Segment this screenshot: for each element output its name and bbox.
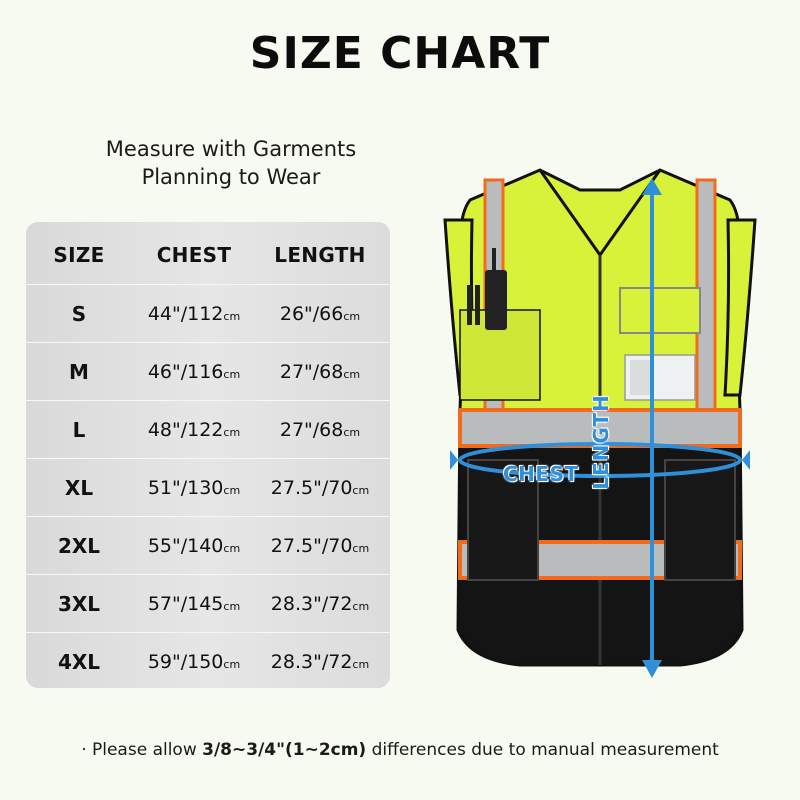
chest-value: 46"/116 xyxy=(147,360,224,383)
unit-label: cm xyxy=(352,483,370,497)
chest-cell xyxy=(132,535,256,557)
unit-label: cm xyxy=(223,541,241,555)
size-cell: XL xyxy=(64,475,94,500)
length-cell xyxy=(256,303,384,325)
chest-cell xyxy=(132,651,256,673)
vest-diagram xyxy=(430,160,770,690)
table-row xyxy=(26,574,390,632)
table-row xyxy=(26,342,390,400)
unit-label: cm xyxy=(223,367,241,381)
size-cell: L xyxy=(72,417,86,442)
note-tolerance: 3/8~3/4"(1~2cm) xyxy=(202,740,367,760)
unit-label: cm xyxy=(223,425,241,439)
header-size: SIZE xyxy=(53,242,105,267)
table-row xyxy=(26,284,390,342)
size-cell: M xyxy=(69,359,89,384)
table-header-row xyxy=(26,226,390,283)
table-row xyxy=(26,400,390,458)
unit-label: cm xyxy=(223,483,241,497)
length-cell xyxy=(256,651,384,673)
chest-cell xyxy=(132,419,256,441)
unit-label: cm xyxy=(352,657,370,671)
chest-cell xyxy=(132,477,256,499)
length-value: 27"/68 xyxy=(279,360,344,383)
header-length: LENGTH xyxy=(274,242,366,267)
unit-label: cm xyxy=(343,425,361,439)
length-value: 27.5"/70 xyxy=(270,534,353,557)
header-chest: CHEST xyxy=(156,242,232,267)
chest-cell xyxy=(132,361,256,383)
size-cell: 4XL xyxy=(57,649,101,674)
unit-label: cm xyxy=(343,309,361,323)
length-cell xyxy=(256,477,384,499)
note-suffix: differences due to manual measurement xyxy=(366,740,719,760)
length-cell xyxy=(256,361,384,383)
length-value: 27.5"/70 xyxy=(270,476,353,499)
page-title: SIZE CHART xyxy=(249,28,551,79)
unit-label: cm xyxy=(352,599,370,613)
chest-value: 44"/112 xyxy=(147,302,224,325)
length-value: 27"/68 xyxy=(279,418,344,441)
measure-instruction xyxy=(26,135,436,191)
chest-value: 48"/122 xyxy=(147,418,224,441)
chest-label: CHEST xyxy=(503,462,579,486)
measure-instruction-line-1: Measure with Garments xyxy=(105,137,357,161)
length-value: 28.3"/72 xyxy=(270,592,353,615)
table-row xyxy=(26,458,390,516)
unit-label: cm xyxy=(223,599,241,613)
size-cell: 3XL xyxy=(57,591,101,616)
chest-cell xyxy=(132,303,256,325)
length-value: 28.3"/72 xyxy=(270,650,353,673)
unit-label: cm xyxy=(343,367,361,381)
length-cell xyxy=(256,419,384,441)
table-row xyxy=(26,516,390,574)
length-label: LENGTH xyxy=(589,394,613,490)
table-row xyxy=(26,632,390,688)
unit-label: cm xyxy=(223,309,241,323)
length-value: 26"/66 xyxy=(279,302,344,325)
note-prefix: · Please allow xyxy=(81,740,203,760)
chest-value: 55"/140 xyxy=(147,534,224,557)
chest-value: 59"/150 xyxy=(147,650,224,673)
chest-value: 57"/145 xyxy=(147,592,224,615)
unit-label: cm xyxy=(352,541,370,555)
length-cell xyxy=(256,593,384,615)
measure-instruction-line-2: Planning to Wear xyxy=(141,165,321,189)
size-table xyxy=(26,222,390,688)
size-cell: S xyxy=(71,301,87,326)
chest-value: 51"/130 xyxy=(147,476,224,499)
size-cell: 2XL xyxy=(57,533,101,558)
unit-label: cm xyxy=(223,657,241,671)
length-cell xyxy=(256,535,384,557)
chest-cell xyxy=(132,593,256,615)
measurement-note xyxy=(0,740,800,760)
